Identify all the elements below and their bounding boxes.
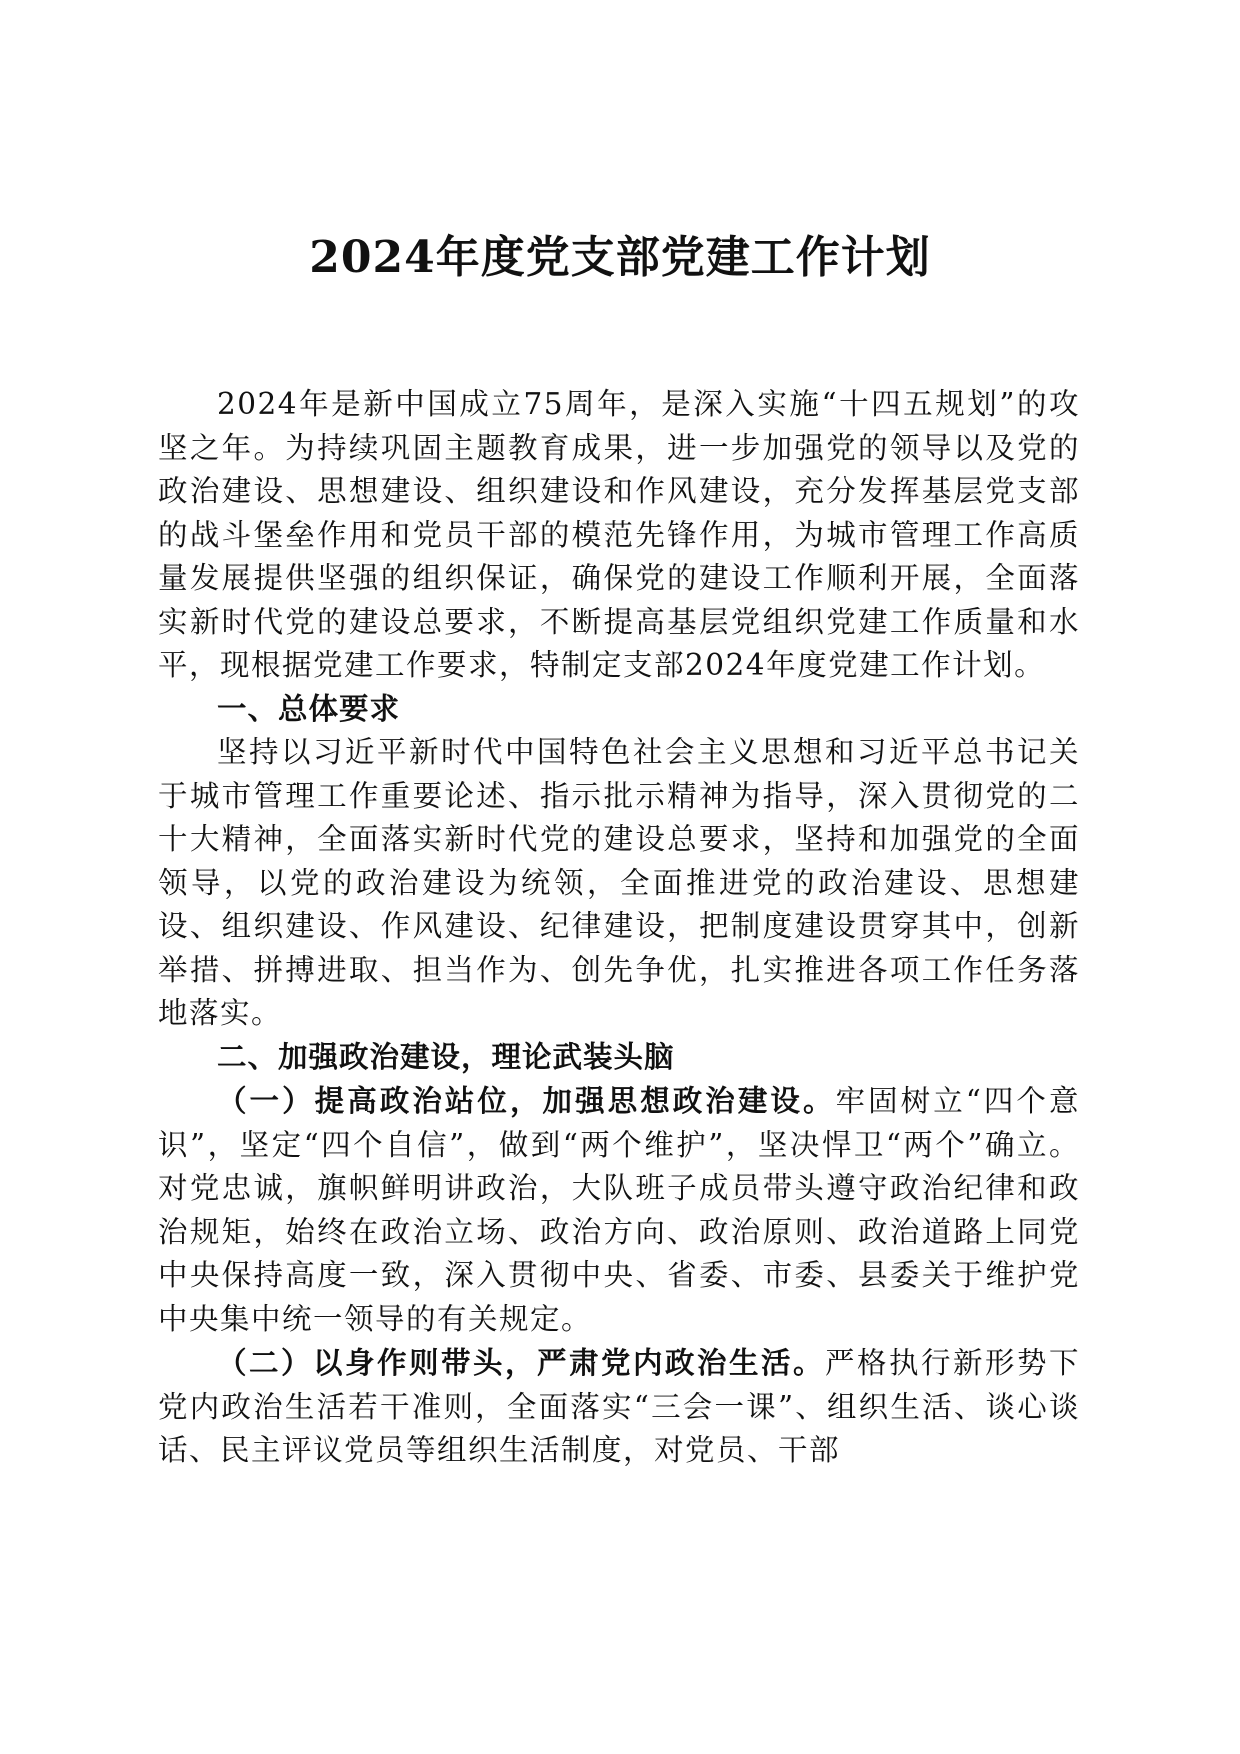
document-body bbox=[158, 383, 1080, 1473]
item-1-text: 牢固树立“四个意识”，坚定“四个自信”，做到“两个维护”，坚决悍卫“两个”确立。对党忠诚，旗帜鲜明讲政治，大队班子成员带头遵守政治纪律和政治规矩，始终在政治立场、政治方向、政治原则、政治道路上同党中央保持高度一致，深入贯彻中央、省委、市委、县委关于维护党中央集中统一领导的有关规定。 bbox=[158, 1084, 1080, 1336]
section-heading-general-requirements: 一、总体要求 bbox=[217, 691, 401, 726]
intro-paragraph: 2024年是新中国成立75周年，是深入实施“十四五规划”的攻坚之年。为持续巩固主题教育成果，进一步加强党的领导以及党的政治建设、思想建设、组织建设和作风建设，充分发挥基层党支部的战斗堡垒作用和党员干部的模范先锋作用，为城市管理工作高质量发展提供坚强的组织保证，确保党的建设工作顺利开展，全面落实新时代党的建设总要求，不断提高基层党组织党建工作质量和水平，现根据党建工作要求，特制定支部2024年度党建工作计划。 bbox=[158, 387, 1080, 682]
document-title: 2024年度党支部党建工作计划 bbox=[309, 232, 931, 283]
section-heading-political-building: 二、加强政治建设，理论武装头脑 bbox=[217, 1039, 675, 1074]
political-building-item-1 bbox=[158, 1079, 1080, 1341]
political-building-item-2 bbox=[158, 1341, 1080, 1473]
item-2-text: 严格执行新形势下党内政治生活若干准则，全面落实“三会一课”、组织生活、谈心谈话、民主评议党员等组织生活制度，对党员、干部 bbox=[158, 1346, 1080, 1467]
item-1-lead: （一）提高政治站位，加强思想政治建设。 bbox=[217, 1083, 836, 1118]
item-2-lead: （二）以身作则带头，严肃党内政治生活。 bbox=[217, 1345, 825, 1380]
general-requirements-paragraph: 坚持以习近平新时代中国特色社会主义思想和习近平总书记关于城市管理工作重要论述、指示批示精神为指导，深入贯彻党的二十大精神，全面落实新时代党的建设总要求，坚持和加强党的全面领导，以党的政治建设为统领，全面推进党的政治建设、思想建设、组织建设、作风建设、纪律建设，把制度建设贯穿其中，创新举措、拼搏进取、担当作为、创先争优，扎实推进各项工作任务落地落实。 bbox=[158, 735, 1080, 1030]
